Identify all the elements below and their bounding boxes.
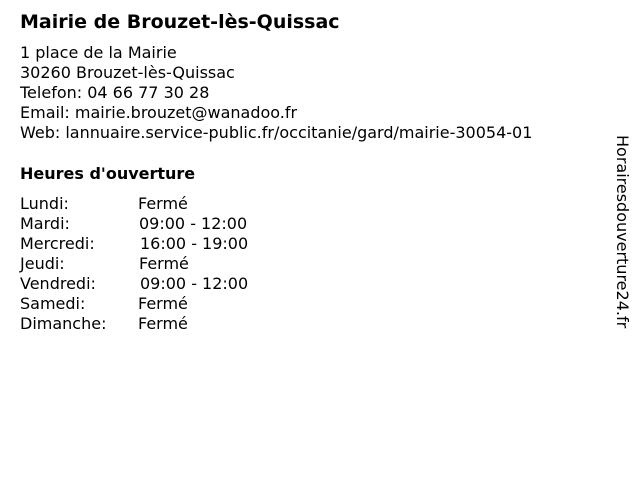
city-line: 30260 Brouzet-lès-Quissac [20, 63, 235, 82]
site-watermark: Horairesdouverture24.fr [613, 135, 632, 329]
day-label: Mercredi: [20, 234, 95, 253]
day-label: Dimanche: [20, 314, 107, 333]
phone-line: Telefon: 04 66 77 30 28 [20, 83, 210, 102]
street-address: 1 place de la Mairie [20, 43, 177, 62]
email-line: Email: mairie.brouzet@wanadoo.fr [20, 103, 298, 122]
office-title: Mairie de Brouzet-lès-Quissac [20, 11, 340, 33]
contact-block [20, 43, 532, 143]
hours-value: Fermé [138, 314, 188, 333]
day-label: Lundi: [20, 194, 69, 213]
hours-value: 16:00 - 19:00 [140, 234, 249, 253]
day-label: Mardi: [20, 214, 70, 233]
web-line: Web: lannuaire.service-public.fr/occitanie/gard/mairie-30054-01 [20, 123, 533, 142]
hours-value: 09:00 - 12:00 [140, 274, 249, 293]
hours-value: Fermé [138, 194, 188, 213]
day-label: Jeudi: [20, 254, 65, 273]
hours-heading: Heures d'ouverture [20, 164, 196, 183]
hours-value: Fermé [139, 254, 189, 273]
hours-value: 09:00 - 12:00 [139, 214, 248, 233]
day-label: Vendredi: [20, 274, 96, 293]
day-label: Samedi: [20, 294, 86, 313]
hours-value: Fermé [138, 294, 188, 313]
